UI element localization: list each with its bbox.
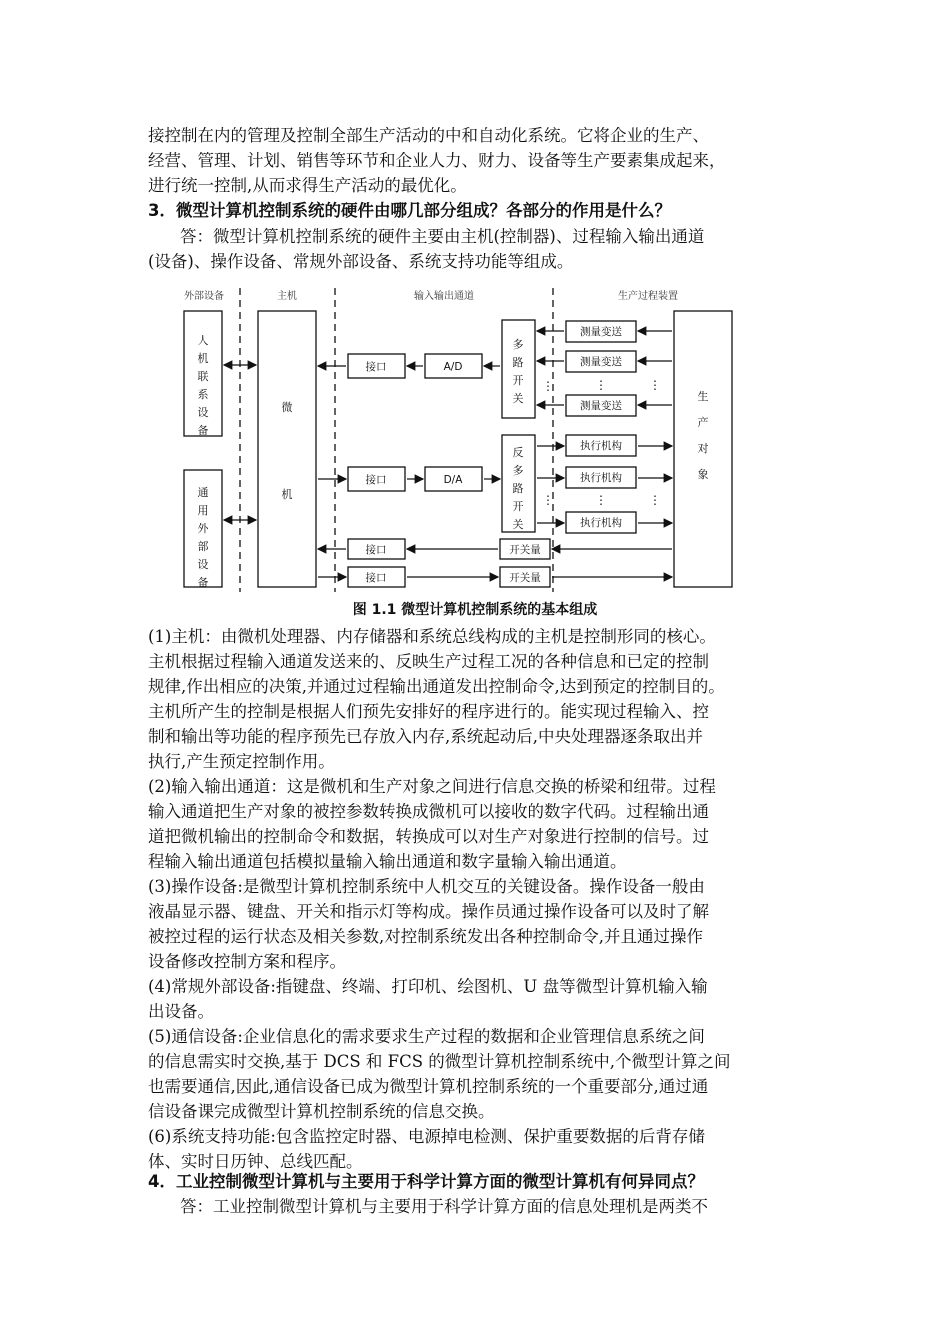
measure-label: 测量变送 <box>580 356 622 368</box>
demux-char: 路 <box>512 482 524 495</box>
paragraph-line: 液晶显示器、键盘、开关和指示灯等构成。操作员通过操作设备可以及时了解 <box>148 902 709 921</box>
ad-label: A/D <box>443 361 463 373</box>
intro-line: 进行统一控制,从而求得生产活动的最优化。 <box>148 176 467 195</box>
paragraph-line: 输入通道把生产对象的被控参数转换成微机可以接收的数字代码。过程输出通 <box>148 802 709 821</box>
micro-char: 微 <box>281 401 293 414</box>
answer-line: 答：工业控制微型计算机与主要用于科学计算方面的信息处理机是两类不 <box>180 1197 708 1216</box>
intro-line: 经营、管理、计划、销售等环节和企业人力、财力、设备等生产要素集成起来， <box>148 151 726 170</box>
paragraph-line: 的信息需实时交换,基于 DCS 和 FCS 的微型计算机控制系统中,个微型计算之间 <box>148 1052 731 1071</box>
answer-line: 答：微型计算机控制系统的硬件主要由主机(控制器)、过程输入输出通道 <box>180 227 705 246</box>
micro-char: 机 <box>281 488 293 501</box>
general-device-char: 用 <box>197 504 209 517</box>
demux-char: 开 <box>512 500 524 513</box>
hmi-device-char: 系 <box>197 388 209 401</box>
paragraph-line: 规律,作出相应的决策,并通过过程输出通道发出控制命令,达到预定的控制目的。 <box>148 677 725 696</box>
col-label-host: 主机 <box>277 291 297 302</box>
hmi-device-char: 设 <box>197 406 209 419</box>
hmi-device-char: 机 <box>197 352 209 365</box>
col-label-plant: 生产过程装置 <box>618 291 678 302</box>
paragraph-line: 执行,产生预定控制作用。 <box>148 752 335 771</box>
system-diagram <box>170 284 770 594</box>
dots: ⋮ <box>595 378 607 392</box>
paragraph-line: 主机根据过程输入通道发送来的、反映生产过程工况的各种信息和已定的控制 <box>148 652 709 671</box>
dots: ⋮ <box>542 379 554 393</box>
col-label-io: 输入输出通道 <box>414 291 474 302</box>
paragraph-line: 体、实时日历钟、总线匹配。 <box>148 1152 363 1171</box>
paragraph-line: 出设备。 <box>148 1002 214 1021</box>
general-device-char: 部 <box>197 540 209 553</box>
measure-label: 测量变送 <box>580 326 622 338</box>
demux-char: 多 <box>512 464 524 477</box>
paragraph-line: 道把微机输出的控制命令和数据，转换成可以对生产对象进行控制的信号。过 <box>148 827 709 846</box>
paragraph-start-line: (6)系统支持功能:包含监控定时器、电源掉电检测、保护重要数据的后背存储 <box>148 1127 705 1146</box>
hmi-device-char: 联 <box>197 370 209 383</box>
paragraph-line: 程输入输出通道包括模拟量输入输出通道和数字量输入输出通道。 <box>148 852 627 871</box>
actuator-label: 执行机构 <box>580 440 622 452</box>
interface-label: 接口 <box>365 544 387 556</box>
paragraph-line: 信设备课完成微型计算机控制系统的信息交换。 <box>148 1102 495 1121</box>
hmi-device-char: 备 <box>197 424 209 437</box>
question-3-heading: 3．微型计算机控制系统的硬件由哪几部分组成？各部分的作用是什么？ <box>148 201 671 220</box>
actuator-label: 执行机构 <box>580 517 622 529</box>
paragraph-start-line: (1)主机：由微机处理器、内存储器和系统总线构成的主机是控制形同的核心。 <box>148 627 716 646</box>
dots: ⋮ <box>595 493 607 507</box>
mux-char: 路 <box>512 356 524 369</box>
col-label-external: 外部设备 <box>184 291 224 302</box>
interface-label: 接口 <box>365 361 387 373</box>
plant-char: 生 <box>697 390 709 403</box>
measure-label: 测量变送 <box>580 400 622 412</box>
demux-char: 反 <box>512 446 524 459</box>
paragraph-line: 被控过程的运行状态及相关参数,对控制系统发出各种控制命令,并且通过操作 <box>148 927 703 946</box>
paragraph-start-line: (2)输入输出通道：这是微机和生产对象之间进行信息交换的桥梁和纽带。过程 <box>148 777 716 796</box>
paragraph-line: 主机所产生的控制是根据人们预先安排好的程序进行的。能实现过程输入、控 <box>148 702 709 721</box>
interface-label: 接口 <box>365 572 387 584</box>
actuator-label: 执行机构 <box>580 472 622 484</box>
da-label: D/A <box>443 474 463 486</box>
figure-caption: 图 1.1 微型计算机控制系统的基本组成 <box>352 602 598 618</box>
plant-char: 产 <box>697 416 709 429</box>
interface-label: 接口 <box>365 474 387 486</box>
paragraph-start-line: (5)通信设备:企业信息化的需求要求生产过程的数据和企业管理信息系统之间 <box>148 1027 705 1046</box>
mux-char: 关 <box>512 392 524 405</box>
paragraph-start-line: (4)常规外部设备:指键盘、终端、打印机、绘图机、U 盘等微型计算机输入输 <box>148 977 708 996</box>
switch-qty-label: 开关量 <box>509 544 541 556</box>
microcomputer-box <box>258 311 316 587</box>
general-device-char: 通 <box>197 486 209 499</box>
hmi-device-char: 人 <box>197 334 209 347</box>
paragraph-start-line: (3)操作设备:是微型计算机控制系统中人机交互的关键设备。操作设备一般由 <box>148 877 705 896</box>
plant-char: 象 <box>697 468 709 481</box>
general-device-char: 备 <box>197 576 209 589</box>
demux-char: 关 <box>512 518 524 531</box>
dots: ⋮ <box>649 378 661 392</box>
mux-char: 开 <box>512 374 524 387</box>
general-device-char: 设 <box>197 558 209 571</box>
paragraph-line: 设备修改控制方案和程序。 <box>148 952 346 971</box>
general-device-char: 外 <box>197 522 209 535</box>
answer-line: (设备)、操作设备、常规外部设备、系统支持功能等组成。 <box>148 252 574 271</box>
dots: ⋮ <box>649 493 661 507</box>
intro-line: 接控制在内的管理及控制全部生产活动的中和自动化系统。它将企业的生产、 <box>148 126 709 145</box>
paragraph-line: 制和输出等功能的程序预先已存放入内存,系统起动后,中央处理器逐条取出并 <box>148 727 703 746</box>
dots: ⋮ <box>542 493 554 507</box>
switch-qty-label: 开关量 <box>509 572 541 584</box>
question-4-heading: 4．工业控制微型计算机与主要用于科学计算方面的微型计算机有何异同点？ <box>148 1172 704 1191</box>
paragraph-line: 也需要通信,因此,通信设备已成为微型计算机控制系统的一个重要部分,通过通 <box>148 1077 709 1096</box>
plant-char: 对 <box>697 442 709 455</box>
mux-char: 多 <box>512 338 524 351</box>
